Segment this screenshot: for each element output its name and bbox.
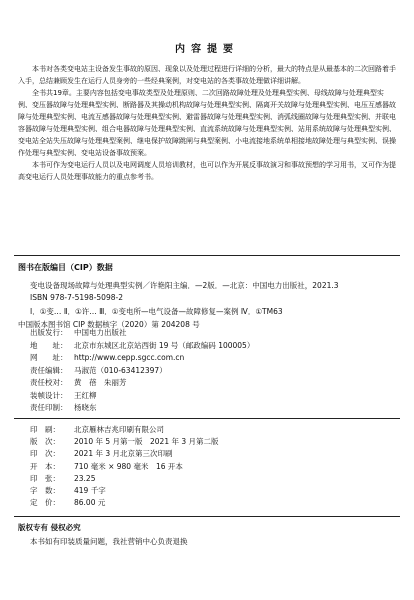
website-row xyxy=(30,352,396,365)
sheets-row xyxy=(30,473,396,485)
word-count-label: 字 数： xyxy=(30,485,60,495)
designer-value: 王红柳 xyxy=(74,390,97,400)
cip-line-classification: Ⅰ．①变… Ⅱ．①许… Ⅲ．①变电所—电气设备—故障修复—案例 Ⅳ．①TM63 xyxy=(30,307,283,316)
printing-manager-row xyxy=(30,402,396,415)
printing-manager-label: 责任印制： xyxy=(30,403,68,412)
proofreader-label: 责任校对： xyxy=(30,378,68,387)
format-label: 开 本： xyxy=(30,461,60,471)
format-value: 710 毫米 × 980 毫米 16 开本 xyxy=(74,461,183,471)
address-value: 北京市东城区北京站西街 19 号（邮政编码 100005） xyxy=(74,340,255,350)
divider-top xyxy=(14,255,400,256)
editor-row xyxy=(30,365,396,378)
price-label: 定 价： xyxy=(30,498,60,508)
proofreader-value: 黄 蓓 朱丽芳 xyxy=(74,378,127,387)
price-row xyxy=(30,497,396,509)
cip-heading: 图书在版编目（CIP）数据 xyxy=(18,263,113,272)
edition-value: 2010 年 5 月第一版 2021 年 3 月第二版 xyxy=(74,437,219,447)
website-label: 网 址： xyxy=(30,353,68,362)
printer-value: 北京雁林吉兆印刷有限公司 xyxy=(74,425,164,434)
format-row xyxy=(30,461,396,473)
impression-value: 2021 年 3 月北京第三次印刷 xyxy=(74,449,173,459)
publisher-row xyxy=(30,327,396,340)
designer-row xyxy=(30,390,396,403)
editor-value: 马淑范（010-63412397） xyxy=(74,365,167,375)
copyright-note: 本书如有印装质量问题，我社营销中心负责退换 xyxy=(30,537,188,546)
price-value: 86.00 元 xyxy=(74,498,106,508)
cip-line-isbn: ISBN 978-7-5198-5098-2 xyxy=(30,293,123,302)
address-label: 地 址： xyxy=(30,340,68,350)
sheets-value: 23.25 xyxy=(74,473,96,483)
printer-row xyxy=(30,424,396,436)
divider-middle xyxy=(14,418,400,419)
designer-label: 装帧设计： xyxy=(30,390,68,400)
summary-paragraph-2: 全书共19章。主要内容包括变电事故类型及处理原则、二次回路故障处理及处理典型实例、母线故障与处理典型实例、变压器故障与处理典型实例、断路器及其操动机构故障与处理典型实例、隔离开关故障与处理典型实例、电压互感器故障与处理典型实例、电流互感器故障与处理典型实例、避雷器故障与处理典型实例、消弧线圈故障与处理典型实例、并联电容器故障与处理典型实例、组合电器故障与处理典型实例、直流系统故障与处理典型实例、站用系统故障与处理典型实例、变电站全站失压故障与处理典型案例、继电保护故障跳闸与典型案例、小电流接地系统单相接地故障处理与典型实例、误操作处理与典型实例、变电站设备事故预案。 xyxy=(18,89,396,157)
production-info xyxy=(30,424,396,509)
address-row xyxy=(30,340,396,353)
word-count-row xyxy=(30,485,396,497)
editor-label: 责任编辑： xyxy=(30,365,68,375)
publisher-label: 出版发行： xyxy=(30,328,68,337)
edition-row xyxy=(30,436,396,448)
publisher-value: 中国电力出版社 xyxy=(74,328,127,337)
summary-title: 内容提要 xyxy=(175,44,239,55)
proofreader-row xyxy=(30,377,396,390)
cip-line-1: 变电设备现场故障与处理典型实例／许艳阳主编．—2版．—北京：中国电力出版社，2021.3 xyxy=(30,281,339,290)
divider-bottom xyxy=(14,516,400,517)
printing-manager-value: 杨晓东 xyxy=(74,403,97,412)
copyright-heading: 版权专有 侵权必究 xyxy=(18,523,81,532)
summary-paragraph-1: 本书对各类变电站主设备发生事故的原因、现象以及处理过程进行详细的分析，最大的特点是从最基本的二次回路着手入手，总结兼顾发生在运行人员身旁的一些经典案例，对变电站的各类事故处理做详细讲解。 xyxy=(18,65,396,85)
printer-label: 印 刷： xyxy=(30,425,60,434)
word-count-value: 419 千字 xyxy=(74,485,106,495)
impression-row xyxy=(30,448,396,460)
impression-label: 印 次： xyxy=(30,449,60,459)
publisher-info xyxy=(30,327,396,415)
edition-label: 版 次： xyxy=(30,437,60,447)
website-value: http://www.cepp.sgcc.com.cn xyxy=(74,353,185,362)
cip-line-record: 中国版本图书馆 CIP 数据核字（2020）第 204208 号 xyxy=(18,320,200,329)
summary-paragraph-3: 本书可作为变电运行人员以及电网调度人员培训教材，也可以作为开展反事故演习和事故预想的学习用书，又可作为提高变电运行人员处理事故能力的重点参考书。 xyxy=(18,161,396,181)
sheets-label: 印 张： xyxy=(30,473,60,483)
